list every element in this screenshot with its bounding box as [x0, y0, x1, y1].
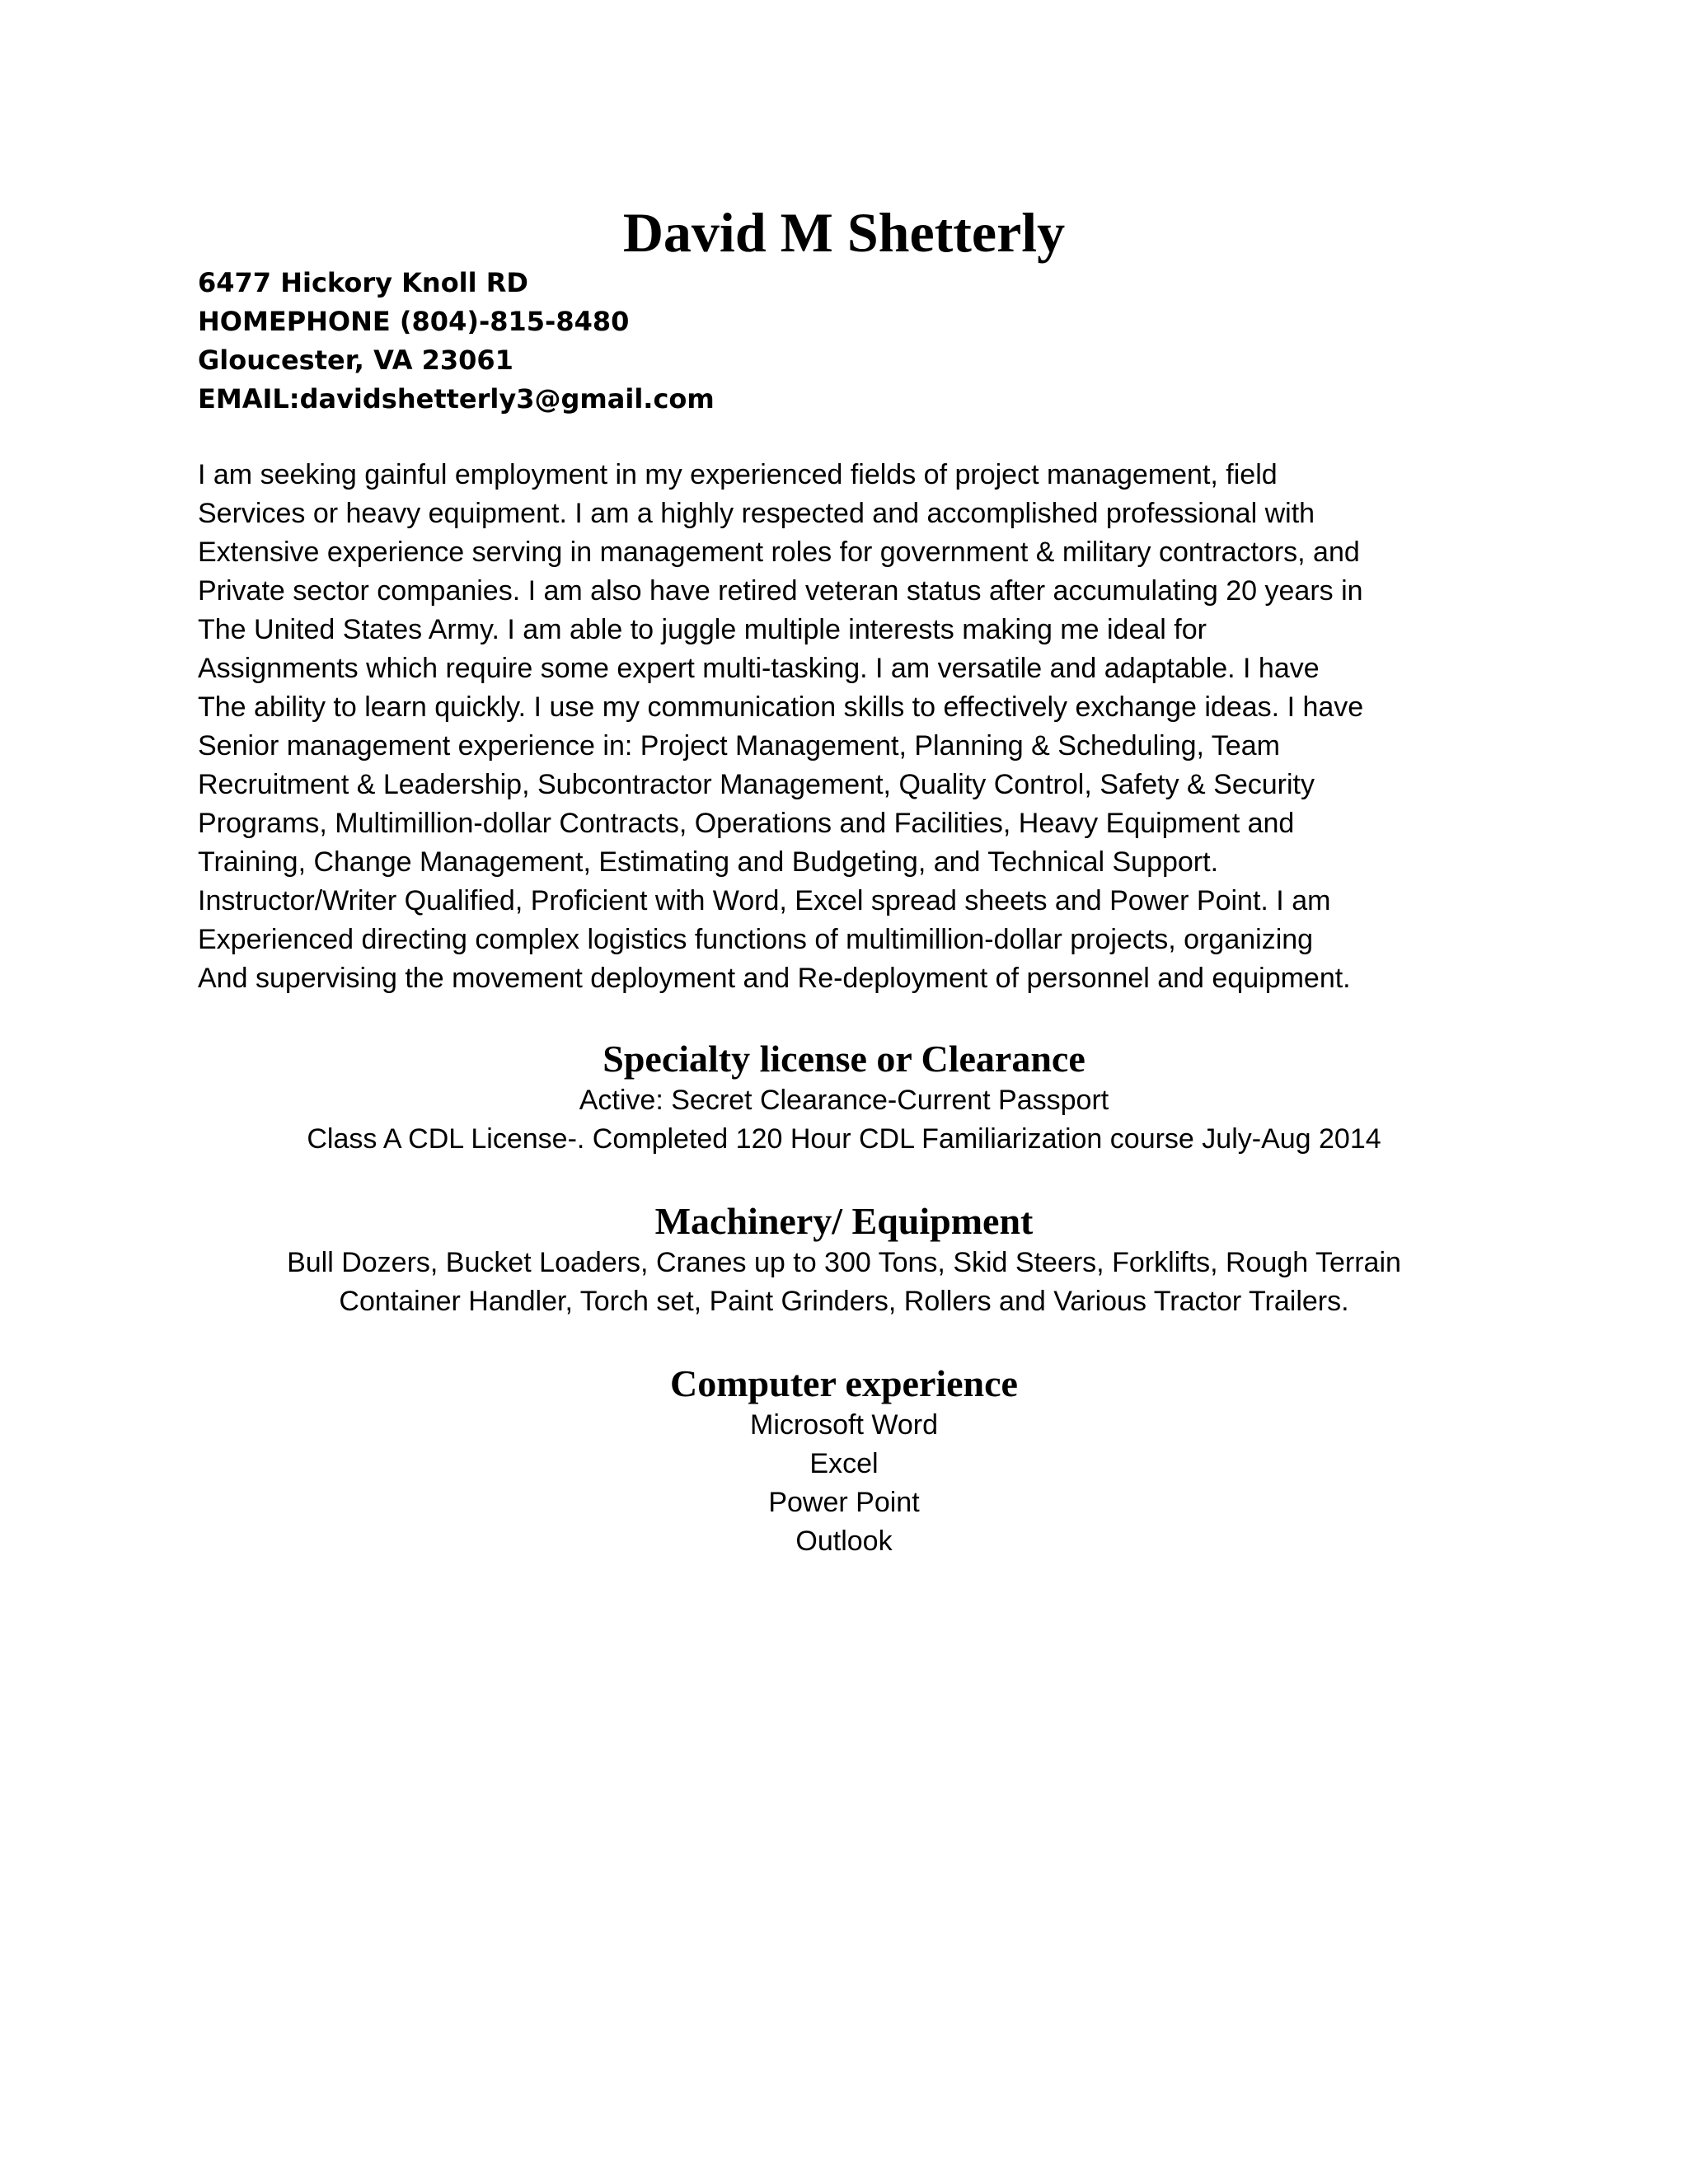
summary-paragraph [198, 456, 1467, 998]
summary-line: Instructor/Writer Qualified, Proficient with Word, Excel spread sheets and Power Point. I am [198, 885, 1331, 916]
specialty-line: Class A CDL License-. Completed 120 Hour CDL Familiarization course July-Aug 2014 [307, 1123, 1381, 1155]
contact-phone: HOMEPHONE (804)-815-8480 [198, 306, 630, 337]
summary-line: Recruitment & Leadership, Subcontractor Management, Quality Control, Safety & Security [198, 769, 1315, 800]
summary-line: Extensive experience serving in management roles for government & military contractors, and [198, 537, 1360, 568]
summary-line: Experienced directing complex logistics functions of multimillion-dollar projects, organizing [198, 924, 1314, 955]
contact-address: 6477 Hickory Knoll RD [198, 267, 528, 298]
computer-skill: Excel [809, 1448, 879, 1479]
resume-name: David M Shetterly [622, 201, 1066, 264]
summary-line: Services or heavy equipment. I am a highly respected and accomplished professional with [198, 498, 1315, 529]
summary-line: Private sector companies. I am also have retired veteran status after accumulating 20 years in [198, 575, 1363, 607]
summary-line: The ability to learn quickly. I use my communication skills to effectively exchange ideas. I have [198, 691, 1364, 723]
computer-skill: Microsoft Word [750, 1409, 938, 1441]
machinery-line: Bull Dozers, Bucket Loaders, Cranes up to 300 Tons, Skid Steers, Forklifts, Rough Terrain [287, 1247, 1401, 1278]
contact-block [198, 264, 715, 419]
summary-line: Programs, Multimillion-dollar Contracts, Operations and Facilities, Heavy Equipment and [198, 808, 1295, 839]
summary-line: And supervising the movement deployment and Re-deployment of personnel and equipment. [198, 963, 1351, 994]
summary-line: Training, Change Management, Estimating and Budgeting, and Technical Support. [198, 846, 1219, 878]
machinery-line: Container Handler, Torch set, Paint Grinders, Rollers and Various Tractor Trailers. [339, 1286, 1349, 1317]
computer-section [0, 1361, 1688, 1561]
summary-line: Assignments which require some expert multi-tasking. I am versatile and adaptable. I have [198, 653, 1320, 684]
specialty-heading: Specialty license or Clearance [603, 1038, 1085, 1080]
machinery-heading: Machinery/ Equipment [654, 1200, 1034, 1242]
contact-city: Gloucester, VA 23061 [198, 344, 513, 376]
computer-skill: Outlook [795, 1526, 893, 1557]
summary-line: Senior management experience in: Project Management, Planning & Scheduling, Team [198, 730, 1280, 762]
machinery-section [0, 1199, 1688, 1321]
contact-email: EMAIL:davidshetterly3@gmail.com [198, 383, 715, 415]
summary-line: The United States Army. I am able to juggle multiple interests making me ideal for [198, 614, 1207, 645]
specialty-section [0, 1037, 1688, 1159]
computer-heading: Computer experience [670, 1362, 1018, 1404]
summary-line: I am seeking gainful employment in my experienced fields of project management, field [198, 459, 1278, 490]
computer-skill: Power Point [768, 1487, 920, 1518]
specialty-line: Active: Secret Clearance-Current Passport [579, 1085, 1109, 1116]
